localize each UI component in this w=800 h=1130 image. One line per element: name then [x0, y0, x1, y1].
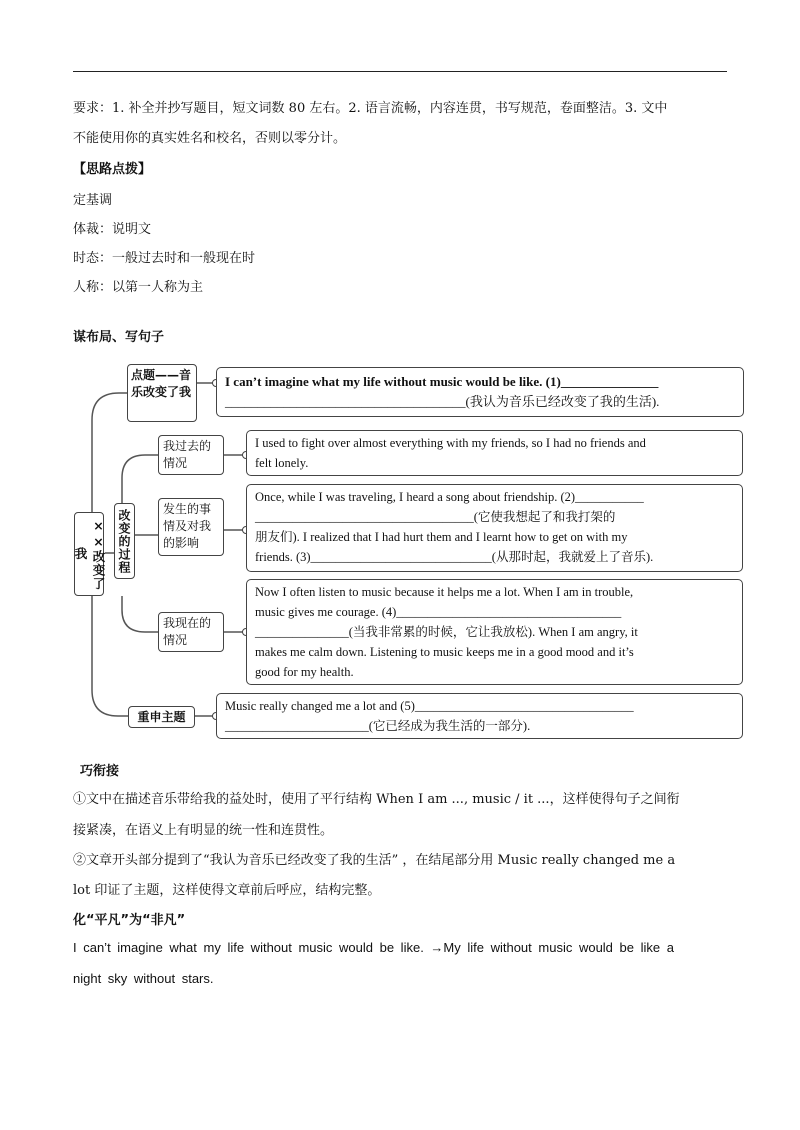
mindmap-now-box: [246, 579, 743, 685]
layout-heading: 谋布局、写句子: [73, 330, 165, 345]
now-text-4: makes me calm down. Listening to music keeps me in a good mood and it’s: [255, 645, 634, 659]
mindmap-event-label: 发生的事情及对我的影响: [158, 498, 224, 556]
linking-p2-line-2: lot 印证了主题，这样使得文章前后呼应，结构完整。: [73, 883, 381, 898]
mindmap-now-label: 我现在的情况: [158, 612, 224, 652]
past-text-1: I used to fight over almost everything with my friends, so I had no friends and: [255, 436, 646, 450]
tips-person: 人称：以第一人称为主: [73, 280, 204, 295]
tips-genre: 体裁：说明文: [73, 222, 152, 237]
event-text-3: 朋友们). I realized that I had hurt them and I learnt how to get on with my: [255, 530, 628, 544]
mindmap-root: ××改变了我: [74, 512, 104, 596]
tips-tone: 定基调: [73, 193, 113, 208]
event-text-4: friends. (3)_____________________________(从那时起，我就爱上了音乐).: [255, 550, 654, 564]
linking-p1-line-2: 接紧凑，在语义上有明显的统一性和连贯性。: [73, 823, 334, 838]
mindmap-restate-label: 重申主题: [128, 706, 195, 728]
restate-text-1: Music really changed me a lot and (5)___________________________________: [225, 699, 634, 713]
mindmap-topic-label: 点题——音乐改变了我: [127, 364, 197, 422]
mindmap-topic-box: [216, 367, 744, 417]
mindmap-restate-box: [216, 693, 743, 739]
tips-heading: 【思路点拨】: [73, 162, 152, 177]
transform-heading: 化“平凡”为“非凡”: [73, 913, 186, 928]
requirements-line-1: 要求：1. 补全并抄写题目，短文词数 80 左右。2. 语言流畅，内容连贯，书写规范，卷面整洁。3. 文中: [73, 101, 668, 116]
mindmap-past-label: 我过去的情况: [158, 435, 224, 475]
topic-text-1: I can’t imagine what my life without music would be like. (1)_______________: [225, 374, 659, 389]
linking-p1-line-1: ①文中在描述音乐带给我的益处时，使用了平行结构 When I am ..., music / it ...，这样使得句子之间衔: [73, 792, 680, 807]
now-text-5: good for my health.: [255, 665, 354, 679]
now-text-1: Now I often listen to music because it helps me a lot. When I am in trouble,: [255, 585, 634, 599]
topic-text-2: _____________________________________(我认为音乐已经改变了我的生活).: [225, 394, 660, 409]
linking-p2-line-1: ②文章开头部分提到了“我认为音乐已经改变了我的生活” ，在结尾部分用 Music really changed me a: [73, 853, 676, 868]
mindmap-event-box: [246, 484, 743, 572]
transform-line-1: I can’t imagine what my life without music would be like. →My life without music would be like a: [73, 940, 674, 955]
requirements-line-2: 不能使用你的真实姓名和校名，否则以零分计。: [73, 131, 347, 146]
now-text-3: _______________(当我非常累的时候，它让我放松). When I am angry, it: [255, 625, 638, 639]
restate-text-2: _______________________(它已经成为我生活的一部分).: [225, 719, 531, 733]
mindmap-past-box: [246, 430, 743, 476]
past-text-2: felt lonely.: [255, 456, 309, 470]
tips-tense: 时态：一般过去时和一般现在时: [73, 251, 256, 266]
mindmap-process-label: 改变的过程: [114, 503, 135, 579]
linking-heading: 巧衔接: [80, 764, 120, 779]
event-text-1: Once, while I was traveling, I heard a song about friendship. (2)___________: [255, 490, 644, 504]
transform-line-2: night sky without stars.: [73, 971, 214, 986]
top-rule: [73, 71, 727, 72]
event-text-2: ___________________________________(它使我想起了和我打架的: [255, 510, 616, 524]
now-text-2: music gives me courage. (4)____________________________________: [255, 605, 622, 619]
